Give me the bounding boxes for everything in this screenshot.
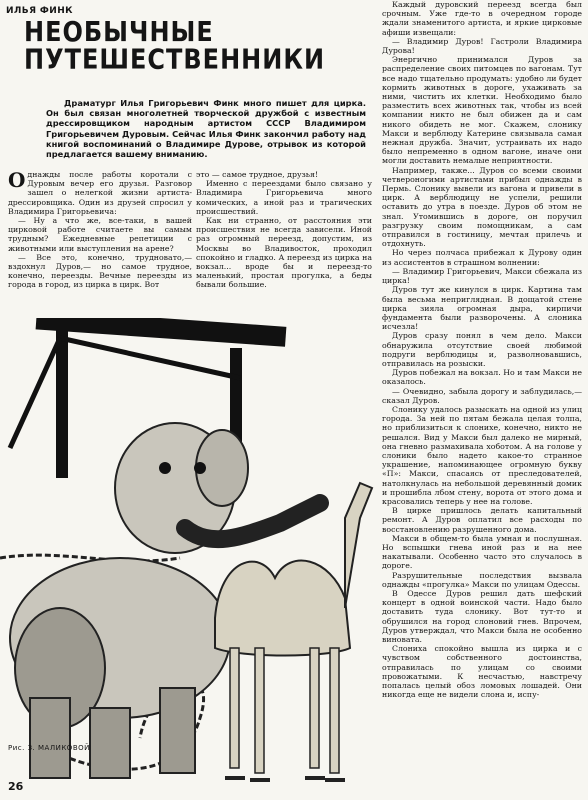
- elephant-camel-illustration: [0, 318, 378, 788]
- paragraph: Каждый дуровский переезд всегда был срочным. Уже где-то в очередном городе ждали знаменитого артиста, и яркие цирковые афиши извещали:: [382, 0, 582, 37]
- text-column-2: [196, 170, 372, 290]
- paragraph: Дуров сразу понял в чем дело. Макси обнаружила отсутствие своей любимой подруги верблюдицы и, разволновавшись, отправилась на розыски.: [382, 331, 582, 368]
- paragraph: — Очевидно, забыла дорогу и заблудилась,— сказал Дуров.: [382, 386, 582, 405]
- text-column-3: [382, 0, 582, 699]
- paragraph: Но через полчаса прибежал к Дурову один из ассистентов в страшном волнении:: [382, 248, 582, 267]
- paragraph: — Ну а что же, все-таки, в вашей цирковой работе считаете вы самым трудным? Ежедневные репетиции с животными или выступления на арене?: [8, 216, 192, 253]
- paragraph: Именно с переездами было связано у Владимира Григорьевича много комических, а иной раз и трагических происшествий.: [196, 179, 372, 216]
- text-column-1: [8, 170, 192, 290]
- paragraph: Например, также... Дуров со всеми своими четвероногими артистами прибыл однажды в Пермь. Слонику вывели из вагона и привели в цирк. А верблюдицу не успели, решили оставить до утра в поезде. Дуров об этом не знал. Утомившись в дороге, он поручил разгрузку своим помощникам, а сам отправился в гостиницу, мечтая прилечь и отдохнуть.: [382, 165, 582, 249]
- paragraph: В цирке пришлось делать капитальный ремонт. А Дуров оплатил все расходы по восстановлению разрушенного дома.: [382, 506, 582, 534]
- paragraph: — Владимир Дуров! Гастроли Владимира Дурова!: [382, 36, 582, 56]
- paragraph: Слониха спокойно вышла из цирка и с чувством собственного достоинства, отправилась по улицам со своими провожатыми. К несчастью, навстречу попалась целый обоз ломовых лошадей. Они никогда еще не видели слона и, испу-: [382, 644, 582, 700]
- paragraph: Дуров побежал на вокзал. Но и там Макси не оказалось.: [382, 368, 582, 387]
- paragraph: Как ни странно, от расстояния эти происшествия не всегда зависели. Иной раз огромный переезд, допустим, из Москвы во Владивосток, проходил спокойно и гладко. А переезд из цирка на вокзал... вроде бы и переезд-то маленький, простая прогулка, а беды бывали большие.: [196, 216, 372, 290]
- paragraph: Макси в общем-то была умная и послушная. Но вспышки гнева иной раз и на нее накатывали. Особенно часто это случалось в дороге.: [382, 533, 582, 571]
- paragraph: Слонику удалось разыскать на одной из улиц города. За ней по пятам бежала целая толпа, но приблизиться к слонихе, конечно, никто не решался. Вид у Макси был далеко не мирный, она гневно размахивала хоботом. А на голове у слоники было надето какое-то странное украшение, напоминающее огромную букву «П»: Макси, спасаясь от преследователей, натолкнулась на небольшой деревянный домик и прошибла лбом стену, ворота от этого дома и красовались теперь у нее на голове.: [382, 404, 582, 506]
- paragraph: — Владимир Григорьевич, Макси сбежала из цирка!: [382, 266, 582, 286]
- paragraph: Энергично принимался Дуров за распределение своих питомцев по вагонам. Тут все надо тщательно продумать: удобно ли будет кормить животных в дороге, ухаживать за ними, чистить их клетки. Необходимо было разместить всех животных так, чтобы из всей компании никто не был обижен да и сам никого обидеть не мог. Скажем, слонику Макси и верблюду Катерине связывала самая нежная дружба. Значит, устраивать их надо было непременно в одном вагоне, иначе они могли доставить немалые неприятности.: [382, 55, 582, 166]
- page-number: 26: [8, 780, 24, 793]
- illustration-credit: Рис. З. МАЛИКОВОЙ: [8, 744, 90, 752]
- paragraph: — Все это, конечно, трудновато,— вздохнул Дуров,— но самое трудное, конечно, переезды. Вечные переезды из города в город, из цирка в цирк. Вот: [8, 252, 192, 290]
- article-title: НЕОБЫЧНЫЕ ПУТЕШЕСТВЕННИКИ: [24, 15, 326, 76]
- drop-cap: О: [8, 168, 26, 192]
- author-name: ИЛЬЯ ФИНК: [6, 6, 73, 16]
- paragraph: Разрушительные последствия вызвала однажды «прогулка» Макси по улицам Одессы.: [382, 570, 582, 589]
- paragraph: Дуров тут же кинулся в цирк. Картина там была весьма неприглядная. В дощатой стене цирка зияла огромная дыра, кирпичи фундамента были разворочены. А слоника исчезла!: [382, 285, 582, 332]
- paragraph: В Одессе Дуров решил дать шефский концерт в одной воинской части. Надо было доставить туда слонику. Вот тут-то и обрушился на город слоновий гнев. Впрочем, Дуров утверждал, что Макси была не особенно виновата.: [382, 589, 582, 645]
- article-intro: Драматург Илья Григорьевич Финк много пишет для цирка. Он был связан многолетней творческой дружбой с известным дрессировщиком народным артистом СССР Владимиром Григорьевичем Дуровым. Сейчас Илья Финк закончил работу над книгой воспоминаний о Владимире Дурове, отрывок из которой предлагается вашему вниманию.: [46, 98, 366, 160]
- paragraph: это — самое трудное, друзья!: [196, 170, 319, 179]
- paragraph: днажды после работы коротали с Дуровым вечер его друзья. Разговор зашел о нелегкой жизни артиста-дрессировщика. Один из друзей спросил у Владимира Григорьевича:: [8, 170, 192, 216]
